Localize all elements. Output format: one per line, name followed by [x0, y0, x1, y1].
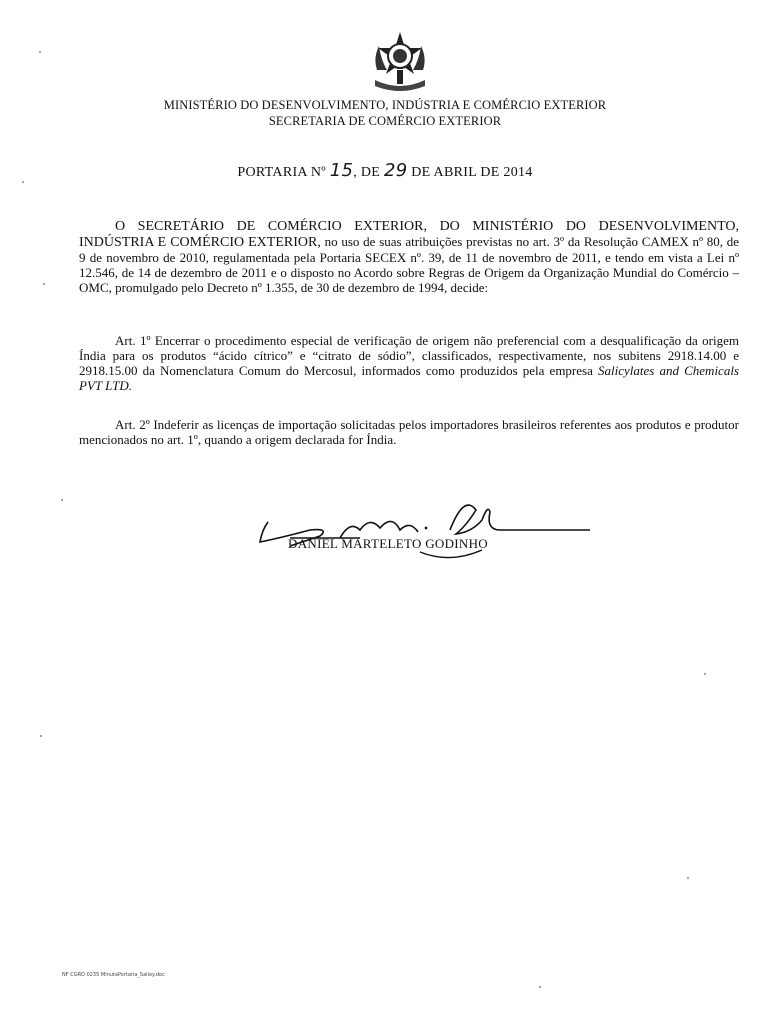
ministry-title: MINISTÉRIO DO DESENVOLVIMENTO, INDÚSTRIA E COMÉRCIO EXTERIOR	[163, 98, 607, 112]
scan-speck	[43, 283, 45, 285]
file-reference: NF CGRO 0235 MinutaPortaria_Saliey.doc	[62, 972, 165, 978]
preamble-text: no uso de suas atribuições previstas no art. 3º da Resolução CAMEX nº 80, de 9 de novembro de 2010, regulamentada pela Portaria SECEX nº. 39, de 11 de novembro de 2011, e tendo em vista a Lei nº 12.546, de 14 de dezembro de 2011 e o disposto no Acordo sobre Regras de Origem da Organização Mundial do Comércio – OMC, promulgado pelo Decreto nº 1.355, de 30 de dezembro de 1994, decide:	[79, 234, 740, 295]
article-2-text: Art. 2º Indeferir as licenças de importação solicitadas pelos importadores brasileiros referentes aos produtos e produtor mencionados no art. 1º, quando a origem declarada for Índia.	[79, 417, 739, 447]
portaria-day: 29	[383, 160, 408, 181]
coat-of-arms-emblem	[371, 30, 429, 96]
scan-speck	[687, 877, 689, 879]
signature-icon	[250, 490, 590, 570]
portaria-prefix: PORTARIA Nº	[237, 165, 326, 180]
scan-speck	[704, 673, 706, 675]
portaria-number: 15	[329, 160, 354, 181]
scan-speck	[40, 735, 42, 737]
portaria-heading	[60, 160, 710, 181]
scan-speck	[539, 986, 541, 988]
secretariat-title: SECRETARIA DE COMÉRCIO EXTERIOR	[268, 114, 502, 128]
article-1-text: Art. 1º Encerrar o procedimento especial de verificação de origem não preferencial com a desqualificação da origem Índia para os produtos “ácido cítrico” e “citrato de sódio”, classificados, respectivamente, nos subitens 2918.14.00 e 2918.15.00 da Nomenclatura Comum do Mercosul, informados como produzidos pela empresa	[79, 333, 739, 378]
scan-speck	[39, 51, 41, 53]
signatory-name: DANIEL MARTELETO GODINHO	[288, 536, 488, 551]
scan-speck	[61, 499, 63, 501]
preamble-lead: O SECRETÁRIO DE COMÉRCIO EXTERIOR, DO MINISTÉRIO DO DESENVOLVIMENTO, INDÚSTRIA E COMÉRCIO EXTERIOR,	[79, 219, 739, 250]
article-1	[79, 333, 739, 393]
scan-speck	[22, 181, 24, 183]
portaria-de: , DE	[353, 165, 381, 180]
preamble-paragraph	[79, 218, 739, 295]
portaria-date: DE ABRIL DE 2014	[411, 165, 533, 180]
article-2	[79, 417, 739, 447]
article-1-company: Salicylates and Chemicals PVT LTD.	[79, 363, 739, 393]
